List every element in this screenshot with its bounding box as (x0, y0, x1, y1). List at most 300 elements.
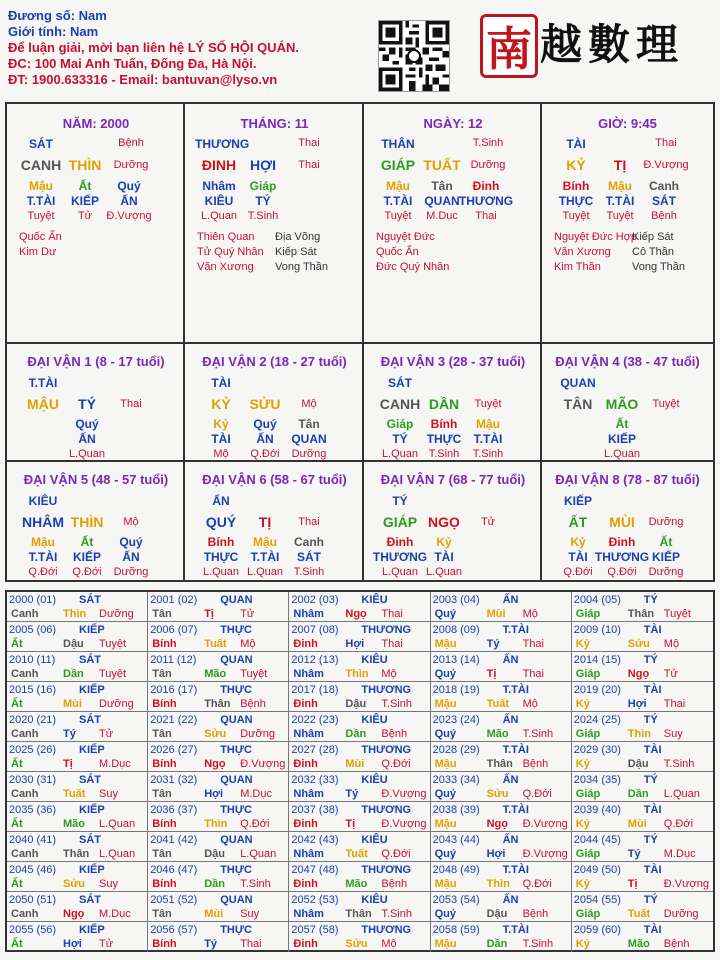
annual-can: Canh (11, 728, 39, 740)
annual-god: T.TÀI (502, 624, 529, 636)
shensha-right: Cô Thần (632, 246, 674, 258)
dai-van-hidden-can: Kỷ (436, 535, 452, 549)
dai-van-hidden-can: Quý (75, 417, 99, 431)
annual-god: THƯƠNG (361, 684, 412, 696)
dai-van-hidden-god: KIẾP (72, 550, 101, 564)
pillar-chi-stage: Dưỡng (470, 159, 506, 171)
annual-can: Bính (152, 818, 177, 830)
pillar-chi: TỊ (613, 157, 627, 173)
annual-cell (7, 712, 148, 742)
annual-can: Quý (434, 608, 456, 620)
annual-chi: Tuất (204, 638, 227, 650)
hidden-can: Mậu (608, 179, 632, 193)
annual-can: Tân (152, 908, 172, 920)
hidden-stage: T.Sinh (247, 210, 279, 222)
annual-cell (7, 772, 148, 802)
annual-god: QUAN (220, 654, 253, 666)
annual-stage: Q.Đới (381, 848, 411, 860)
dai-van-hidden-can: Ất (615, 417, 629, 431)
annual-god: THƯƠNG (361, 804, 412, 816)
dai-van-title: ĐẠI VẬN 7 (68 - 77 tuổi) (380, 472, 526, 487)
dai-van-hidden-stage: Q.Đới (563, 566, 593, 578)
annual-cell (431, 622, 572, 652)
dai-van-hidden-can: Đinh (608, 535, 636, 549)
dai-van-hidden-can: Mậu (476, 417, 500, 431)
annual-stage: Bệnh (381, 878, 408, 890)
pillar-can: CANH (20, 157, 62, 173)
annual-chi: Ngọ (345, 608, 367, 620)
hidden-stage: Thai (475, 210, 497, 222)
dai-van-chi: NGỌ (428, 514, 460, 530)
annual-god: THỰC (220, 804, 252, 816)
dai-van-hidden-stage: Q.Đới (28, 566, 58, 578)
annual-stage: Mộ (240, 638, 256, 650)
annual-god: THỰC (220, 624, 252, 636)
dai-van-star: ẤN (212, 494, 230, 508)
annual-chi: Ngọ (486, 818, 508, 830)
dai-van-chi-stage: Tử (480, 516, 496, 528)
annual-year: 2019 (20) (573, 684, 621, 696)
dai-van-can: GIÁP (382, 514, 418, 530)
shensha-right: Vong Thần (632, 261, 686, 273)
annual-cell (572, 862, 713, 892)
pillar-chi: THÌN (68, 157, 102, 173)
shensha-left: Văn Xương (197, 261, 254, 273)
annual-chi: Sửu (486, 788, 509, 800)
annual-year: 2037 (38) (291, 804, 339, 816)
annual-chi: Tý (486, 638, 500, 650)
dai-van-star: SÁT (388, 376, 412, 390)
hidden-god: T.TÀI (383, 194, 413, 208)
annual-year: 2034 (35) (573, 774, 621, 786)
annual-god: ẤN (502, 774, 519, 786)
annual-year: 2044 (45) (573, 834, 621, 846)
hidden-stage: Tuyệt (384, 210, 412, 222)
annual-chi: Mão (345, 878, 368, 890)
annual-god: ẤN (502, 594, 519, 606)
annual-chi: Thìn (627, 728, 652, 740)
shensha-right: Kiếp Sát (632, 231, 674, 243)
annual-stage: Suy (99, 788, 118, 800)
annual-can: Ất (11, 938, 23, 950)
hidden-god: KIẾP (70, 194, 99, 208)
annual-can: Nhâm (293, 788, 324, 800)
dai-van-title: ĐẠI VẬN 4 (38 - 47 tuổi) (555, 354, 700, 369)
annual-can: Giáp (575, 848, 601, 860)
annual-can: Mậu (434, 938, 457, 950)
annual-year: 2022 (23) (291, 714, 339, 726)
pillar-cell (542, 104, 713, 344)
dai-van-chi-stage: Tuyệt (652, 398, 680, 410)
annual-can: Quý (434, 908, 456, 920)
annual-chi: Thân (486, 758, 513, 770)
annual-stage: Tử (663, 668, 678, 680)
annual-cell (572, 742, 713, 772)
pillar-chi-stage: Dưỡng (113, 159, 149, 171)
hidden-god: ẤN (120, 194, 138, 208)
dai-van-hidden-stage: T.Sinh (472, 448, 504, 460)
annual-year: 2006 (07) (150, 624, 198, 636)
annual-god: THƯƠNG (361, 744, 412, 756)
annual-can: Quý (434, 728, 456, 740)
annual-chi: Mão (204, 668, 227, 680)
dai-van-hidden-stage: L.Quan (68, 448, 106, 460)
annual-god: QUAN (220, 834, 253, 846)
annual-year: 2017 (18) (291, 684, 339, 696)
annual-year: 2043 (44) (432, 834, 480, 846)
annual-chi: Sửu (63, 878, 86, 890)
annual-god: T.TÀI (502, 684, 529, 696)
annual-can: Quý (434, 848, 456, 860)
annual-can: Bính (152, 878, 177, 890)
annual-cell (431, 742, 572, 772)
annual-cell (572, 622, 713, 652)
annual-stage: Q.Đới (522, 878, 552, 890)
pillar-can: GIÁP (380, 157, 416, 173)
annual-year: 2000 (01) (9, 594, 57, 606)
dai-van-hidden-god: TÀI (568, 550, 588, 564)
annual-god: SÁT (79, 714, 101, 726)
annual-chi: Tị (63, 758, 73, 770)
annual-chi: Mùi (627, 818, 647, 830)
annual-cell (289, 742, 430, 772)
annual-god: TÝ (643, 774, 658, 786)
annual-can: Giáp (575, 608, 601, 620)
annual-cell (431, 772, 572, 802)
dai-van-hidden-god: ẤN (122, 550, 140, 564)
annual-year: 2033 (34) (432, 774, 480, 786)
annual-year: 2050 (51) (9, 894, 57, 906)
dai-van-chi-stage: Dưỡng (648, 516, 684, 528)
annual-can: Tân (152, 788, 172, 800)
annual-god: TÝ (643, 834, 658, 846)
annual-can: Kỷ (575, 818, 590, 830)
annual-can: Tân (152, 608, 172, 620)
shensha-left: Quốc Ấn (19, 231, 62, 243)
annual-year: 2059 (60) (573, 924, 621, 936)
annual-stage: Bệnh (663, 938, 690, 950)
annual-chi: Dậu (63, 638, 84, 650)
annual-can: Kỷ (575, 638, 590, 650)
annual-year: 2012 (13) (291, 654, 339, 666)
dai-van-hidden-stage: L.Quan (425, 566, 463, 578)
annual-chi: Mùi (486, 608, 506, 620)
annual-god: SÁT (79, 834, 101, 846)
annual-chi: Thân (63, 848, 90, 860)
annual-god: TÀI (643, 684, 662, 696)
annual-cell (7, 622, 148, 652)
annual-god: SÁT (79, 654, 101, 666)
annual-stage: Q.Đới (381, 758, 411, 770)
hidden-stage: Đ.Vượng (106, 210, 152, 222)
annual-god: KIẾP (79, 624, 105, 636)
annual-year: 2048 (49) (432, 864, 480, 876)
dai-van-cell (542, 344, 713, 462)
hidden-can: Đinh (472, 179, 500, 193)
annual-year: 2040 (41) (9, 834, 57, 846)
annual-chi: Hợi (627, 698, 647, 710)
annual-stage: M.Dục (99, 758, 131, 770)
annual-god: TÀI (643, 864, 662, 876)
hidden-stage: L.Quan (200, 210, 238, 222)
dai-van-hidden-stage: Q.Đới (607, 566, 637, 578)
hidden-can: Bính (562, 179, 590, 193)
annual-cell (7, 892, 148, 922)
dai-van-hidden-god: ẤN (256, 432, 274, 446)
dai-van-hidden-can: Mậu (31, 535, 55, 549)
annual-chi: Thìn (345, 668, 369, 680)
pillar-title: NGÀY: 12 (423, 116, 483, 131)
annual-stage: M.Dục (99, 908, 131, 920)
annual-chi: Ngọ (63, 908, 85, 920)
annual-year: 2029 (30) (573, 744, 621, 756)
annual-stage: Tử (99, 938, 114, 950)
dai-van-cell (7, 462, 185, 582)
annual-stage: Tử (240, 608, 255, 620)
annual-can: Kỷ (575, 698, 590, 710)
annual-year: 2021 (22) (150, 714, 198, 726)
hidden-stage: Tử (77, 210, 93, 222)
annual-god: KIẾP (79, 864, 105, 876)
annual-god: TÝ (643, 654, 658, 666)
annual-chi: Dần (63, 668, 84, 680)
annual-chi: Dần (345, 728, 367, 740)
dai-van-hidden-god: ẤN (78, 432, 96, 446)
dai-van-hidden-stage: T.Sinh (293, 566, 325, 578)
annual-stage: Q.Đới (663, 818, 694, 830)
dai-van-title: ĐẠI VẬN 2 (18 - 27 tuổi) (202, 354, 347, 369)
annual-god: T.TÀI (502, 924, 529, 936)
dai-van-hidden-can: Canh (294, 535, 324, 549)
annual-year: 2025 (26) (9, 744, 57, 756)
annual-stage: Tử (99, 728, 114, 740)
annual-year: 2049 (50) (573, 864, 621, 876)
annual-can: Kỷ (575, 758, 590, 770)
annual-god: THỰC (220, 744, 252, 756)
annual-year: 2055 (56) (9, 924, 57, 936)
hidden-can: Canh (649, 179, 679, 193)
hidden-can: Ất (78, 179, 92, 193)
annual-can: Nhâm (293, 608, 324, 620)
annual-cell (148, 832, 289, 862)
annual-stage: T.Sinh (381, 698, 412, 710)
annual-cell (431, 712, 572, 742)
annual-god: TÀI (643, 804, 662, 816)
annual-cell (7, 862, 148, 892)
annual-god: THƯƠNG (361, 624, 412, 636)
annual-chi: Ngọ (204, 758, 226, 770)
annual-god: THỰC (220, 924, 252, 936)
annual-chi: Dần (486, 938, 508, 950)
hidden-can: Nhâm (202, 179, 236, 193)
annual-year: 2041 (42) (150, 834, 198, 846)
annual-year: 2056 (57) (150, 924, 198, 936)
annual-year: 2051 (52) (150, 894, 198, 906)
annual-year: 2030 (31) (9, 774, 57, 786)
annual-year: 2004 (05) (573, 594, 621, 606)
annual-chi: Dần (627, 788, 649, 800)
annual-god: KIẾP (79, 804, 105, 816)
annual-god: ẤN (502, 894, 519, 906)
annual-can: Canh (11, 608, 39, 620)
shensha-left: Nguyệt Đức (376, 231, 435, 243)
dai-van-cell (542, 462, 713, 582)
hidden-can: Mậu (29, 179, 53, 193)
dai-van-hidden-stage: Q.Đới (250, 448, 280, 460)
annual-chi: Mùi (345, 758, 365, 770)
dai-van-hidden-stage: L.Quan (381, 448, 419, 460)
hidden-god: KIÊU (204, 194, 234, 208)
dai-van-hidden-can: Đinh (386, 535, 414, 549)
annual-year: 2009 (10) (573, 624, 621, 636)
annual-stage: Bệnh (240, 698, 266, 710)
annual-chi: Thìn (486, 878, 510, 890)
annual-year: 2058 (59) (432, 924, 480, 936)
annual-can: Quý (434, 668, 456, 680)
annual-cell (431, 682, 572, 712)
annual-year: 2035 (36) (9, 804, 57, 816)
annual-chi: Hợi (486, 848, 506, 860)
annual-god: KIÊU (361, 774, 388, 786)
annual-cell (572, 652, 713, 682)
annual-cell (148, 622, 289, 652)
annual-cell (289, 772, 430, 802)
annual-stage: Đ.Vượng (522, 848, 568, 860)
annual-cell (7, 652, 148, 682)
annual-god: TÀI (643, 744, 662, 756)
dai-van-chi: MÃO (605, 396, 639, 412)
annual-cell (289, 622, 430, 652)
annual-year: 2053 (54) (432, 894, 480, 906)
pillar-can: ĐINH (201, 157, 237, 173)
shensha-left: Nguyệt Đức Hợp (554, 231, 638, 243)
dai-van-cell (185, 462, 364, 582)
annual-can: Nhâm (293, 668, 324, 680)
annual-can: Đinh (293, 638, 318, 650)
annual-cell (289, 682, 430, 712)
dai-van-chi: THÌN (70, 514, 104, 530)
dai-van-title: ĐẠI VẬN 6 (58 - 67 tuổi) (202, 472, 347, 487)
annual-chi: Tý (627, 848, 641, 860)
annual-chi: Tị (486, 668, 497, 680)
annual-chi: Tị (345, 818, 356, 830)
annual-year: 2003 (04) (432, 594, 480, 606)
annual-year: 2023 (24) (432, 714, 480, 726)
annual-cell (431, 652, 572, 682)
annual-stage: Thai (522, 668, 544, 680)
dai-van-title: ĐẠI VẬN 3 (28 - 37 tuổi) (380, 354, 526, 369)
hidden-can: Quý (117, 179, 141, 193)
annual-cell (572, 892, 713, 922)
annual-god: QUAN (220, 774, 253, 786)
dai-van-hidden-god: TÝ (392, 432, 408, 446)
annual-cell (572, 592, 713, 622)
annual-year: 2018 (19) (432, 684, 480, 696)
annual-can: Mậu (434, 758, 457, 770)
gioi-tinh: Giới tính: Nam (8, 24, 99, 39)
annual-chi: Mùi (63, 698, 82, 710)
annual-year: 2052 (53) (291, 894, 339, 906)
annual-god: T.TÀI (502, 744, 529, 756)
annual-stage: Đ.Vượng (381, 788, 427, 800)
annual-year: 2015 (16) (9, 684, 57, 696)
shensha-right: Kiếp Sát (275, 246, 317, 258)
dai-van-can: TÂN (563, 396, 593, 412)
annual-can: Giáp (575, 788, 601, 800)
dai-van-star: TÀI (211, 376, 231, 390)
dai-van-star: KIÊU (28, 494, 58, 508)
annual-stage: Dưỡng (99, 608, 134, 620)
annual-stage: Dưỡng (663, 908, 699, 920)
annual-year: 2045 (46) (9, 864, 57, 876)
dai-van-hidden-can: Kỷ (213, 417, 229, 431)
pillar-star-stage: Thai (655, 137, 677, 149)
pillar-title: NĂM: 2000 (62, 116, 130, 131)
dai-van-star: T.TÀI (28, 376, 58, 390)
hidden-stage: Bệnh (651, 210, 677, 222)
shensha-left: Kim Thần (554, 261, 601, 273)
shensha-left: Tử Quý Nhân (197, 246, 264, 258)
shensha-left: Quốc Ấn (376, 246, 419, 258)
dai-van-can: NHÂM (22, 514, 64, 530)
annual-cell (431, 862, 572, 892)
dai-van-hidden-god: KIẾP (607, 432, 636, 446)
dai-van-hidden-can: Bính (430, 417, 458, 431)
annual-year: 2036 (37) (150, 804, 198, 816)
dai-van-star: QUAN (560, 376, 596, 390)
annual-stage: Tuyệt (99, 668, 127, 680)
annual-cell (289, 592, 430, 622)
annual-stage: Mộ (522, 698, 538, 710)
pillar-star: THƯƠNG (195, 137, 250, 151)
annual-cell (148, 802, 289, 832)
annual-year: 2054 (55) (573, 894, 621, 906)
annual-god: THƯƠNG (361, 864, 412, 876)
dai-van-hidden-god: THƯƠNG (372, 550, 428, 564)
contact-line-3: ĐT: 1900.633316 - Email: bantuvan@lyso.vn (8, 72, 278, 87)
annual-god: QUAN (220, 594, 253, 606)
dai-van-hidden-can: Ất (659, 535, 673, 549)
dai-van-cell (7, 344, 185, 462)
annual-cell (431, 802, 572, 832)
annual-chi: Thìn (63, 608, 87, 620)
annual-stage: Bệnh (522, 908, 549, 920)
annual-can: Tân (152, 728, 172, 740)
annual-can: Ất (11, 818, 23, 830)
annual-can: Đinh (293, 698, 318, 710)
dai-van-hidden-god: THỰC (426, 432, 462, 446)
annual-chi: Tý (345, 788, 359, 800)
annual-can: Đinh (293, 818, 318, 830)
contact-line-2: ĐC: 100 Mai Anh Tuấn, Đống Đa, Hà Nội. (8, 56, 257, 71)
shensha-left: Đức Quý Nhân (376, 261, 450, 273)
dai-van-chi: TÝ (78, 396, 96, 412)
dai-van-hidden-stage: Dưỡng (291, 448, 327, 460)
annual-can: Ất (11, 878, 23, 890)
annual-cell (289, 652, 430, 682)
annual-cell (148, 922, 289, 952)
dai-van-hidden-stage: L.Quan (603, 448, 641, 460)
pillar-star-stage: Bệnh (118, 137, 144, 149)
hidden-can: Tân (431, 179, 453, 193)
pillar-star: THÂN (381, 137, 415, 151)
dai-van-chi: DẦN (428, 396, 460, 412)
dai-van-hidden-stage: L.Quan (246, 566, 284, 578)
annual-can: Ất (11, 698, 23, 710)
dai-van-hidden-can: Mậu (253, 535, 277, 549)
hidden-can: Mậu (386, 179, 410, 193)
annual-chi: Sửu (627, 638, 650, 650)
